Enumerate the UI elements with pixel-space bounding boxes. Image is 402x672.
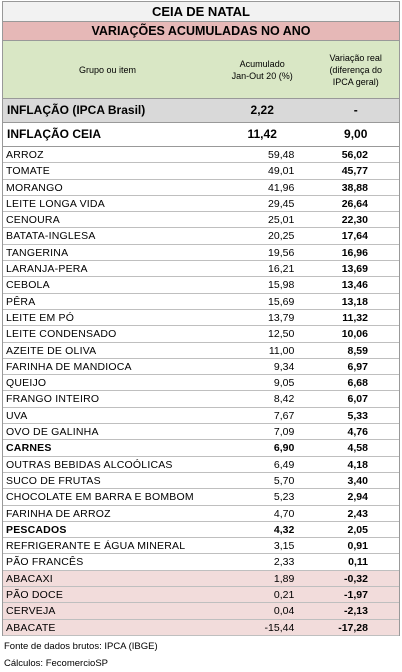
item-label: LEITE CONDENSADO [6,328,117,341]
item-label: OUTRAS BEBIDAS ALCOÓLICAS [6,458,173,471]
item-acum: 13,79 [268,311,295,324]
item-label: PÃO DOCE [6,589,64,602]
table-row [3,261,399,277]
table-row [3,196,399,212]
summary-row-ipca [2,99,400,123]
item-acum: 19,56 [268,246,295,259]
item-acum: -15,44 [264,621,295,634]
item-real: 45,77 [341,165,368,178]
item-real: 6,07 [347,393,368,406]
item-real: 11,32 [342,311,368,324]
item-label: REFRIGERANTE E ÁGUA MINERAL [6,540,186,553]
item-acum: 6,90 [273,442,295,455]
item-acum: 41,96 [268,181,295,194]
table-row [3,212,399,228]
item-real: 22,30 [341,214,368,227]
item-acum: 49,01 [268,165,295,178]
item-label: CERVEJA [6,605,56,618]
item-label: CENOURA [6,214,60,227]
item-label: FRANGO INTEIRO [6,393,100,406]
item-label: OVO DE GALINHA [6,426,99,439]
table-row [3,522,399,538]
item-acum: 1,89 [273,572,295,585]
item-label: PÃO FRANCÊS [6,556,84,569]
footer-calc: Cálculos: FecomercioSP [4,657,109,669]
table-header [2,41,400,99]
item-real: -2,13 [344,605,368,618]
item-acum: 6,49 [273,458,295,471]
item-real: 38,88 [341,181,368,194]
table-row [3,391,399,407]
summary-acum: 11,42 [247,127,277,141]
table-row [3,603,399,619]
item-label: AZEITE DE OLIVA [6,344,97,357]
table-row [3,163,399,179]
item-acum: 20,25 [268,230,295,243]
item-label: CHOCOLATE EM BARRA E BOMBOM [6,491,194,504]
item-real: 16,96 [341,246,368,259]
summary-real: 9,00 [344,127,368,141]
item-label: BATATA-INGLESA [6,230,96,243]
item-label: PÊRA [6,295,36,308]
item-label: TOMATE [6,165,50,178]
item-acum: 7,67 [273,409,295,422]
item-real: 26,64 [341,197,368,210]
table-title: CEIA DE NATAL [2,1,400,22]
table-row [3,343,399,359]
table-row [3,440,399,456]
item-acum: 11,00 [268,344,295,357]
item-label: FARINHA DE MANDIOCA [6,360,132,373]
item-real: 56,02 [341,149,368,161]
table-row [3,457,399,473]
item-acum: 2,33 [273,556,295,569]
item-acum: 7,09 [273,426,295,439]
item-label: CARNES [6,442,52,455]
item-label: CEBOLA [6,279,50,292]
table-row [3,489,399,505]
item-real: 10,06 [341,328,368,341]
table-row [3,506,399,522]
item-acum: 4,32 [273,523,295,536]
item-acum: 8,42 [273,393,295,406]
item-label: TANGERINA [6,246,69,259]
item-real: 3,40 [347,474,368,487]
table-row [3,277,399,293]
item-acum: 0,21 [273,589,295,602]
item-acum: 9,34 [273,360,295,373]
item-real: 0,11 [348,556,368,569]
table-row [3,228,399,244]
table-row [3,538,399,554]
summary-label: INFLAÇÃO (IPCA Brasil) [7,103,146,117]
item-real: -1,97 [344,589,368,602]
table-row [3,310,399,326]
table-row [3,294,399,310]
item-real: 0,91 [347,540,368,553]
ceia-table [2,1,400,672]
table-row [3,587,399,603]
item-real: 13,69 [341,263,368,276]
item-real: 13,46 [341,279,368,292]
table-row [3,620,399,636]
header-acumulado: Acumulado Jan-Out 20 (%) [231,58,293,81]
item-acum: 29,45 [268,197,295,210]
item-rows [2,147,400,636]
table-row [3,326,399,342]
item-acum: 9,05 [273,377,295,390]
table-row [3,359,399,375]
header-group: Grupo ou item [78,64,136,75]
item-acum: 0,04 [273,605,295,618]
item-label: UVA [6,409,28,422]
table-row [3,245,399,261]
item-acum: 15,69 [268,295,295,308]
item-real: -17,28 [338,621,368,634]
summary-label: INFLAÇÃO CEIA [7,127,101,141]
item-real: 2,43 [347,507,368,520]
item-label: QUEIJO [6,377,47,390]
item-real: 6,97 [347,360,368,373]
table-subtitle: VARIAÇÕES ACUMULADAS NO ANO [2,22,400,41]
table-row [3,408,399,424]
table-row [3,375,399,391]
item-real: 2,94 [347,491,368,504]
item-real: 17,64 [341,230,368,243]
table-row [3,473,399,489]
item-acum: 15,98 [268,279,295,292]
table-row [3,180,399,196]
item-label: MORANGO [6,181,63,194]
item-acum: 59,48 [268,149,295,161]
table-row [3,571,399,587]
item-label: ARROZ [6,149,44,161]
item-real: 6,68 [347,377,368,390]
summary-row-ceia [2,123,400,147]
item-real: 4,58 [347,442,368,455]
item-acum: 5,70 [273,474,295,487]
footer [2,638,400,672]
item-acum: 25,01 [268,214,295,227]
item-label: SUCO DE FRUTAS [6,474,101,487]
header-variacao-real: Variação real (diferença do IPCA geral) [329,52,382,87]
item-label: ABACATE [6,621,56,634]
item-label: FARINHA DE ARROZ [6,507,111,520]
item-real: 4,18 [347,458,368,471]
item-label: LEITE LONGA VIDA [6,197,105,210]
item-acum: 16,21 [268,263,295,276]
item-label: PESCADOS [6,523,67,536]
item-label: ABACAXI [6,572,53,585]
summary-acum: 2,22 [250,103,274,117]
item-acum: 4,70 [273,507,295,520]
item-acum: 12,50 [268,328,295,341]
table-row [3,424,399,440]
item-acum: 3,15 [273,540,295,553]
table-row [3,554,399,570]
table-row [3,147,399,163]
item-real: 5,33 [347,409,368,422]
footer-source: Fonte de dados brutos: IPCA (IBGE) [4,640,158,652]
item-real: 4,76 [347,426,368,439]
item-real: 2,05 [347,523,368,536]
summary-real: - [353,103,358,117]
item-acum: 5,23 [273,491,295,504]
item-label: LEITE EM PÓ [6,311,75,324]
item-real: 13,18 [341,295,368,308]
item-label: LARANJA-PERA [6,263,88,276]
item-real: -0,32 [344,572,368,585]
item-real: 8,59 [347,344,368,357]
